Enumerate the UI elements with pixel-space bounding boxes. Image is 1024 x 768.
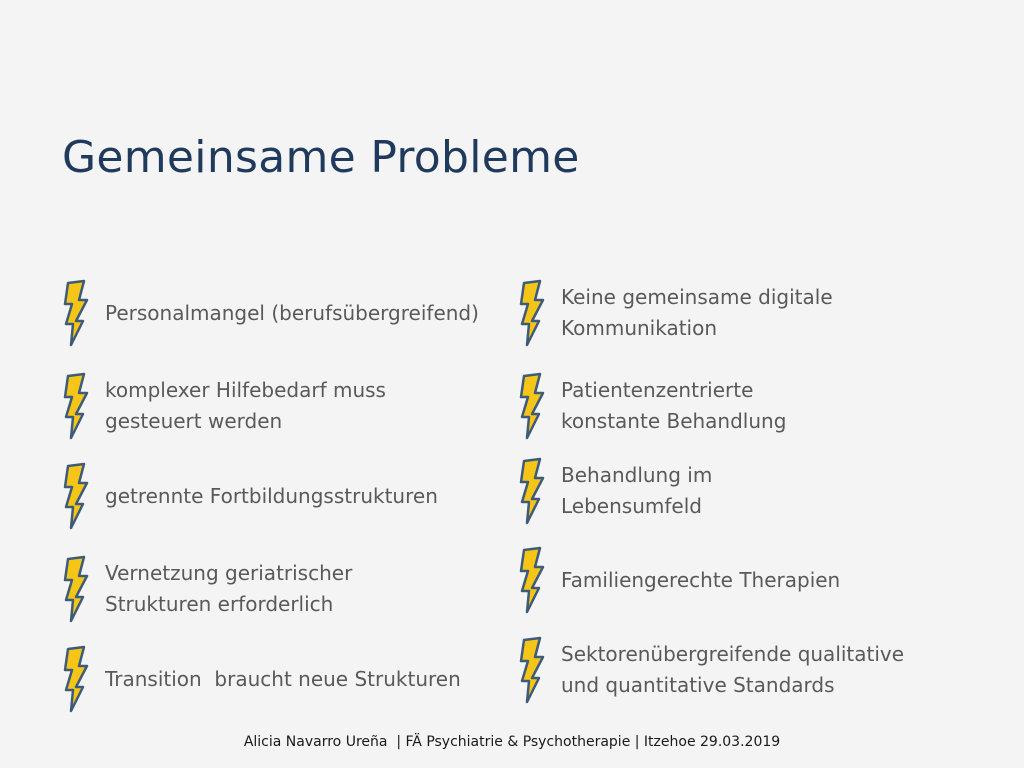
lightning-bolt-icon	[518, 636, 546, 704]
lightning-bolt-icon	[62, 372, 90, 440]
lightning-bolt-icon	[62, 645, 90, 713]
lightning-bolt-icon	[518, 546, 546, 614]
left-item-3	[62, 462, 438, 530]
lightning-bolt-icon	[62, 279, 90, 347]
right-item-2	[518, 372, 786, 440]
lightning-bolt-icon	[518, 372, 546, 440]
left-item-5	[62, 645, 461, 713]
right-item-4	[518, 546, 840, 614]
right-item-5	[518, 636, 904, 704]
left-item-1	[62, 279, 479, 347]
slide-footer: Alicia Navarro Ureña | FÄ Psychiatrie & Psychotherapie | Itzehoe 29.03.2019	[243, 734, 781, 750]
left-item-3-label: getrennte Fortbildungsstrukturen	[105, 483, 438, 508]
right-item-3-label: Behandlung im Lebensumfeld	[561, 463, 713, 518]
right-item-2-label: Patientenzentrierte konstante Behandlung	[561, 378, 787, 433]
left-item-2	[62, 372, 386, 440]
left-item-2-label: komplexer Hilfebedarf muss gesteuert werden	[105, 378, 386, 433]
right-item-1	[518, 279, 833, 347]
right-item-1-label: Keine gemeinsame digitale Kommunikation	[561, 285, 833, 340]
left-item-5-label: Transition braucht neue Strukturen	[105, 666, 461, 691]
slide-title: Gemeinsame Probleme	[62, 132, 580, 183]
right-item-5-label: Sektorenübergreifende qualitative und quantitative Standards	[561, 642, 905, 697]
lightning-bolt-icon	[62, 555, 90, 623]
lightning-bolt-icon	[518, 279, 546, 347]
lightning-bolt-icon	[518, 457, 546, 525]
right-item-4-label: Familiengerechte Therapien	[561, 567, 841, 592]
lightning-bolt-icon	[62, 462, 90, 530]
left-item-1-label: Personalmangel (berufsübergreifend)	[105, 300, 479, 325]
left-item-4	[62, 555, 352, 623]
left-item-4-label: Vernetzung geriatrischer Strukturen erforderlich	[105, 561, 353, 616]
right-item-3	[518, 457, 712, 525]
